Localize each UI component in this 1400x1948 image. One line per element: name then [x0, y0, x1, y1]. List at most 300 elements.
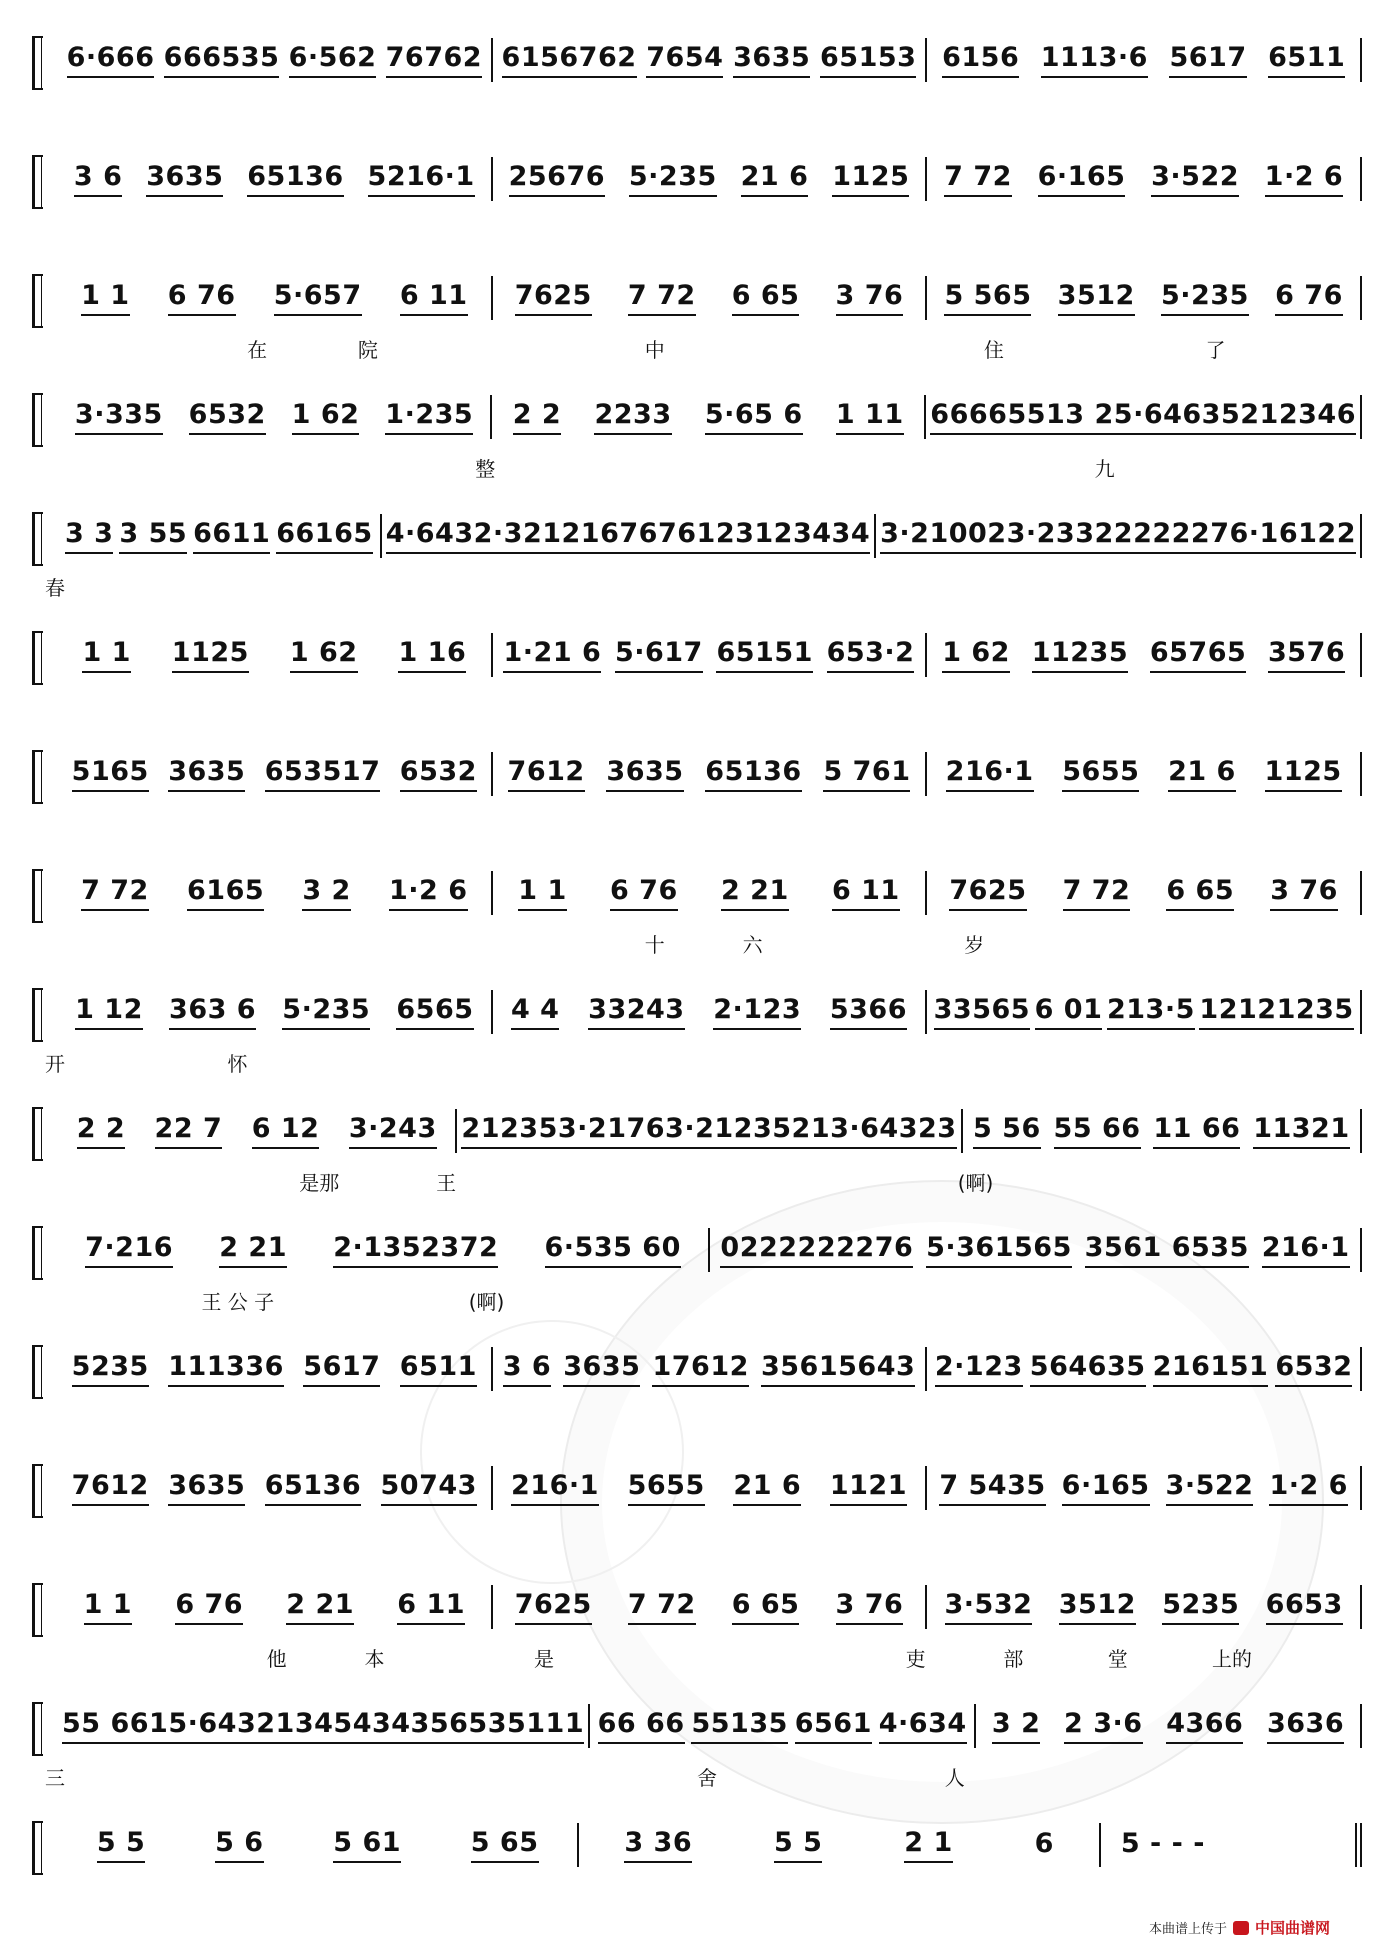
- lyrics-row: [58, 810, 1362, 836]
- lyrics-row: [58, 215, 1362, 241]
- note-group: 1·2 6: [389, 876, 468, 911]
- note-group: 6532: [189, 400, 266, 435]
- note-group: 5 56: [973, 1114, 1041, 1149]
- note-group: 6653: [1266, 1590, 1343, 1625]
- note-group: 65153: [820, 43, 916, 78]
- measure: [927, 752, 1362, 796]
- measure: [927, 38, 1362, 82]
- note-group: 6·562: [289, 43, 377, 78]
- note-group: 3635: [563, 1352, 640, 1387]
- footer-site-name: 中国曲谱网: [1254, 1919, 1330, 1937]
- note-group: 216·1: [1262, 1233, 1350, 1268]
- note-group: 4·634: [879, 1709, 967, 1744]
- lyric-text: 开: [44, 1052, 65, 1076]
- note-group: 2·123: [713, 995, 801, 1030]
- note-group: 363 6: [169, 995, 256, 1030]
- note-group: 5·235: [282, 995, 370, 1030]
- lyric-text: 岁: [964, 933, 985, 957]
- lyric-text: (啊): [957, 1171, 994, 1195]
- note-group: 3·233: [1007, 519, 1095, 554]
- note-group: 5 5: [97, 1828, 145, 1863]
- measure-row: [58, 1109, 1362, 1153]
- note-group: 1 62: [942, 638, 1010, 673]
- note-group: 1125: [832, 162, 909, 197]
- note-group: 6611: [193, 519, 270, 554]
- score-system: [32, 1339, 1362, 1399]
- note-group: 666535: [164, 43, 280, 78]
- measure: [963, 1109, 1362, 1153]
- note-group: 1 62: [290, 638, 358, 673]
- lyric-text: 上的: [1212, 1647, 1253, 1671]
- note-group: 1·2 6: [1269, 1471, 1348, 1506]
- system-bracket: [32, 1107, 43, 1161]
- note-group: 6 76: [1275, 281, 1343, 316]
- note-group: 6532: [1275, 1352, 1352, 1387]
- measure-row: [58, 395, 1362, 439]
- measure: [58, 871, 493, 915]
- measure: [927, 157, 1362, 201]
- measure: [382, 514, 876, 558]
- measure: [457, 1109, 962, 1153]
- note-group: 65151: [716, 638, 812, 673]
- note-group: 1 1: [84, 1590, 132, 1625]
- measure-row: [58, 871, 1362, 915]
- lyrics-row: [58, 691, 1362, 717]
- note-group: 7654: [646, 43, 723, 78]
- note-group: 7612: [508, 757, 585, 792]
- measure: [58, 633, 493, 677]
- measure: [58, 276, 493, 320]
- note-group: 25676: [509, 162, 605, 197]
- lyrics-row: [58, 1524, 1362, 1550]
- score-system: [32, 1220, 1362, 1314]
- note-group: 7 72: [944, 162, 1012, 197]
- note-group: 7625: [949, 876, 1026, 911]
- note-group: 2·1352372: [333, 1233, 498, 1268]
- measure: [58, 157, 493, 201]
- note-group: 5·235: [1161, 281, 1249, 316]
- measure: [927, 1347, 1362, 1391]
- lyrics-row: [58, 1881, 1362, 1907]
- note-group: 2 3·6: [1064, 1709, 1143, 1744]
- lyric-text: 中: [644, 338, 665, 362]
- measure: [58, 1228, 710, 1272]
- measure-row: [58, 276, 1362, 320]
- lyrics-row: [58, 1167, 1362, 1193]
- note-group: 1 12: [75, 995, 143, 1030]
- note-group: 1121: [830, 1471, 907, 1506]
- note-group: 5617: [303, 1352, 380, 1387]
- measure: [927, 1466, 1362, 1510]
- measure: [58, 38, 493, 82]
- note-group: 21 6: [733, 1471, 801, 1506]
- measure-row: [58, 1585, 1362, 1629]
- score-system: [32, 625, 1362, 685]
- note-group: 6 11: [397, 1590, 465, 1625]
- measure: [492, 395, 926, 439]
- note-group: 1 1: [518, 876, 566, 911]
- lyric-text: 怀: [227, 1052, 248, 1076]
- note-group: 5·65 6: [705, 400, 803, 435]
- note-group: 6: [1034, 1827, 1054, 1859]
- measure-row: [58, 1704, 1362, 1748]
- measure: [58, 395, 492, 439]
- note-group: 2 1: [904, 1828, 952, 1863]
- measure: [493, 38, 928, 82]
- note-group: 5·657: [274, 281, 362, 316]
- system-bracket: [32, 1702, 43, 1756]
- note-group: 5216·1: [368, 162, 475, 197]
- note-group: 216151: [1153, 1352, 1269, 1387]
- note-group: 22 7: [155, 1114, 223, 1149]
- note-group: 3635: [606, 757, 683, 792]
- score-system: [32, 1577, 1362, 1671]
- note-group: 7 72: [1063, 876, 1131, 911]
- note-group: 213·5: [1107, 995, 1195, 1030]
- note-group: 6565: [396, 995, 473, 1030]
- note-group: 21235: [461, 1114, 557, 1149]
- note-group: 3 76: [836, 1590, 904, 1625]
- note-group: 5655: [1062, 757, 1139, 792]
- note-group: 3 6: [74, 162, 122, 197]
- measure: [926, 395, 1362, 439]
- note-group: 21676761: [562, 519, 716, 554]
- note-group: 76762: [386, 43, 482, 78]
- lyric-text: 舍: [696, 1766, 717, 1790]
- lyric-text: 了: [1205, 338, 1226, 362]
- note-group: 653·2: [827, 638, 915, 673]
- system-bracket: [32, 988, 43, 1042]
- note-group: 5165: [72, 757, 149, 792]
- measure: [590, 1704, 976, 1748]
- note-group: 3635: [733, 43, 810, 78]
- note-group: 5 61: [333, 1828, 401, 1863]
- note-group: 6535111: [449, 1709, 584, 1744]
- note-group: 7625: [515, 281, 592, 316]
- note-group: 65765: [1150, 638, 1246, 673]
- note-group: 5·235: [629, 162, 717, 197]
- system-bracket: [32, 750, 43, 804]
- note-group: 2233: [594, 400, 671, 435]
- score-system: [32, 1696, 1362, 1790]
- lyric-text: 是那: [299, 1171, 340, 1195]
- measure-row: [58, 1466, 1362, 1510]
- score-system: [32, 1458, 1362, 1518]
- measure-row: [58, 633, 1362, 677]
- measure: [1101, 1823, 1362, 1867]
- lyrics-row: [58, 96, 1362, 122]
- note-group: 6 11: [400, 281, 468, 316]
- note-group: 5 565: [944, 281, 1031, 316]
- note-group: 11 66: [1153, 1114, 1240, 1149]
- footer-uploaded-text: 本曲谱上传于: [1148, 1922, 1227, 1937]
- note-group: 5235: [72, 1352, 149, 1387]
- lyrics-row: [58, 453, 1362, 479]
- note-group: 7612: [72, 1471, 149, 1506]
- note-group: 7·216: [85, 1233, 173, 1268]
- score-system: [32, 863, 1362, 957]
- note-group: 6·16122: [1230, 519, 1356, 554]
- measure: [493, 1347, 928, 1391]
- note-group: 11235: [1032, 638, 1128, 673]
- measure: [579, 1823, 1100, 1867]
- note-group: 55 661: [62, 1709, 168, 1744]
- note-group: 1·2 6: [1265, 162, 1344, 197]
- measure: [58, 1704, 590, 1748]
- note-group: 216·1: [946, 757, 1034, 792]
- measure-row: [58, 1347, 1362, 1391]
- lyric-text: 院: [357, 338, 378, 362]
- measure: [927, 633, 1362, 677]
- note-group: 1·235: [385, 400, 473, 435]
- note-group: 66165: [276, 519, 372, 554]
- measure: [58, 1823, 579, 1867]
- lyrics-row: [58, 1405, 1362, 1431]
- system-bracket: [32, 36, 43, 90]
- note-group: 5 - - -: [1120, 1827, 1205, 1859]
- score-system: [32, 1815, 1362, 1875]
- lyric-text: 住: [983, 338, 1004, 362]
- note-group: 2222227: [1095, 519, 1230, 554]
- measure: [493, 990, 928, 1034]
- score-system: [32, 30, 1362, 90]
- lyric-text: (啊): [468, 1290, 505, 1314]
- lyrics-row: [44, 572, 1362, 600]
- measure: [927, 276, 1362, 320]
- note-group: 6 76: [610, 876, 678, 911]
- note-group: 6·165: [1038, 162, 1126, 197]
- note-group: 3 76: [836, 281, 904, 316]
- note-group: 6 12: [252, 1114, 320, 1149]
- lyric-text: 六: [742, 933, 763, 957]
- lyric-text: 三: [44, 1766, 65, 1790]
- measure: [58, 990, 493, 1034]
- measure: [58, 1347, 493, 1391]
- note-group: 5 761: [823, 757, 910, 792]
- note-group: 17612: [652, 1352, 748, 1387]
- system-bracket: [32, 869, 43, 923]
- note-group: 55135: [691, 1709, 787, 1744]
- system-bracket: [32, 1345, 43, 1399]
- measure: [58, 514, 382, 558]
- note-group: 3·21002: [880, 519, 1006, 554]
- measure: [58, 1109, 457, 1153]
- note-group: 50743: [381, 1471, 477, 1506]
- measure: [493, 157, 928, 201]
- note-group: 653517: [265, 757, 381, 792]
- measure-row: [58, 990, 1362, 1034]
- note-group: 0222222276: [720, 1233, 913, 1268]
- note-group: 6532: [400, 757, 477, 792]
- lyric-text: 本: [364, 1647, 385, 1671]
- note-group: 33565: [934, 995, 1030, 1030]
- note-group: 216·1: [511, 1471, 599, 1506]
- note-group: 65136: [705, 757, 801, 792]
- lyric-text: 堂: [1107, 1647, 1128, 1671]
- measure: [493, 1585, 928, 1629]
- measure-row: [58, 514, 1362, 558]
- note-group: 33243: [588, 995, 684, 1030]
- note-group: 6156: [942, 43, 1019, 78]
- note-group: 7 72: [628, 1590, 696, 1625]
- measure-row: [58, 1823, 1362, 1867]
- note-group: 2 2: [513, 400, 561, 435]
- system-bracket: [32, 1464, 43, 1518]
- measure: [976, 1704, 1362, 1748]
- note-group: 3635: [168, 1471, 245, 1506]
- note-group: 4·643: [386, 519, 474, 554]
- note-group: 11321: [1253, 1114, 1349, 1149]
- lyric-text: 他: [266, 1647, 287, 1671]
- note-group: 6 11: [832, 876, 900, 911]
- note-group: 6666: [930, 400, 1007, 435]
- footer: [1149, 1917, 1330, 1938]
- note-group: 2 21: [286, 1590, 354, 1625]
- measure-row: [58, 1228, 1362, 1272]
- note-group: 3635: [168, 757, 245, 792]
- note-group: 65136: [247, 162, 343, 197]
- note-group: 6·165: [1062, 1471, 1150, 1506]
- lyrics-row: [58, 1286, 1362, 1312]
- measure: [58, 752, 493, 796]
- note-group: 4 4: [511, 995, 559, 1030]
- measure: [493, 1466, 928, 1510]
- note-group: 3 55: [119, 519, 187, 554]
- note-group: 2 21: [721, 876, 789, 911]
- score-system: [32, 1101, 1362, 1195]
- measure: [927, 1585, 1362, 1629]
- lyric-text: 整: [475, 457, 496, 481]
- lyric-text: 部: [1003, 1647, 1024, 1671]
- lyrics-row: [58, 334, 1362, 360]
- system-bracket: [32, 393, 43, 447]
- note-group: 5·361565: [926, 1233, 1072, 1268]
- lyric-text: 王 公 子: [201, 1290, 275, 1314]
- note-group: 3·243: [349, 1114, 437, 1149]
- note-group: 21 6: [741, 162, 809, 197]
- note-group: 5235: [1162, 1590, 1239, 1625]
- measure: [927, 871, 1362, 915]
- lyric-text: 是: [533, 1647, 554, 1671]
- score-system: [32, 506, 1362, 600]
- note-group: 1 16: [398, 638, 466, 673]
- note-group: 1 11: [836, 400, 904, 435]
- note-group: 6165: [187, 876, 264, 911]
- note-group: 6 76: [168, 281, 236, 316]
- measure: [493, 871, 928, 915]
- lyrics-row: [44, 1048, 1362, 1076]
- system-bracket: [32, 1821, 43, 1875]
- note-group: 63·21235: [646, 1114, 792, 1149]
- note-group: 1 1: [82, 638, 130, 673]
- score-system: [32, 387, 1362, 481]
- lyric-text: 王: [436, 1171, 457, 1195]
- note-group: 6561: [795, 1709, 872, 1744]
- note-group: 3 3: [65, 519, 113, 554]
- note-group: 5513 2: [1007, 400, 1113, 435]
- score-system: [32, 268, 1362, 362]
- note-group: 5 6: [215, 1828, 263, 1863]
- score-system: [32, 982, 1362, 1076]
- lyrics-row: [44, 1762, 1362, 1790]
- note-group: 35615643: [761, 1352, 915, 1387]
- site-logo-icon: [1233, 1921, 1249, 1935]
- measure: [58, 1585, 493, 1629]
- note-group: 5617: [1169, 43, 1246, 78]
- note-group: 3512: [1058, 281, 1135, 316]
- measure: [927, 990, 1362, 1034]
- note-group: 3·522: [1166, 1471, 1254, 1506]
- note-group: 6 65: [732, 1590, 800, 1625]
- lyric-text: 人: [944, 1766, 965, 1790]
- lyric-text: 吏: [905, 1647, 926, 1671]
- note-group: 34543435: [295, 1709, 449, 1744]
- note-group: 5655: [628, 1471, 705, 1506]
- lyrics-row: [58, 1643, 1362, 1669]
- system-bracket: [32, 155, 43, 209]
- note-group: 6·535 60: [545, 1233, 681, 1268]
- note-group: 6 65: [732, 281, 800, 316]
- score-system: [32, 149, 1362, 209]
- note-group: 12121235: [1199, 995, 1353, 1030]
- note-group: 3561 6535: [1085, 1233, 1249, 1268]
- note-group: 65136: [265, 1471, 361, 1506]
- measure: [876, 514, 1362, 558]
- note-group: 3635: [146, 162, 223, 197]
- note-group: 3 76: [1270, 876, 1338, 911]
- note-group: 3 36: [624, 1828, 692, 1863]
- measure: [493, 276, 928, 320]
- system-bracket: [32, 512, 43, 566]
- note-group: 66 66: [598, 1709, 685, 1744]
- measure: [493, 752, 928, 796]
- note-group: 3 6: [503, 1352, 551, 1387]
- note-group: 1 62: [292, 400, 360, 435]
- note-group: 111336: [168, 1352, 284, 1387]
- note-group: 5366: [830, 995, 907, 1030]
- lyric-text: 九: [1094, 457, 1115, 481]
- note-group: 23123434: [716, 519, 870, 554]
- note-group: 3576: [1268, 638, 1345, 673]
- measure: [58, 1466, 493, 1510]
- note-group: 213·64323: [792, 1114, 957, 1149]
- score-system: [32, 744, 1362, 804]
- lyric-text: 在: [247, 338, 268, 362]
- note-group: 4366: [1166, 1709, 1243, 1744]
- note-group: 21 6: [1168, 757, 1236, 792]
- system-bracket: [32, 274, 43, 328]
- note-group: 2·321: [474, 519, 562, 554]
- note-group: 3512: [1059, 1590, 1136, 1625]
- note-group: 6156762: [502, 43, 637, 78]
- system-bracket: [32, 1583, 43, 1637]
- note-group: 3·217: [558, 1114, 646, 1149]
- note-group: 55 66: [1054, 1114, 1141, 1149]
- note-group: 7 5435: [939, 1471, 1045, 1506]
- measure-row: [58, 38, 1362, 82]
- note-group: 6 01: [1035, 995, 1103, 1030]
- note-group: 3 2: [302, 876, 350, 911]
- note-group: 5 5: [774, 1828, 822, 1863]
- note-group: 1·21 6: [503, 638, 601, 673]
- note-group: 5·64321: [168, 1709, 294, 1744]
- measure-row: [58, 157, 1362, 201]
- note-group: 5·617: [615, 638, 703, 673]
- note-group: 1125: [172, 638, 249, 673]
- note-group: 6·666: [67, 43, 155, 78]
- lyric-text: 十: [644, 933, 665, 957]
- measure: [493, 633, 928, 677]
